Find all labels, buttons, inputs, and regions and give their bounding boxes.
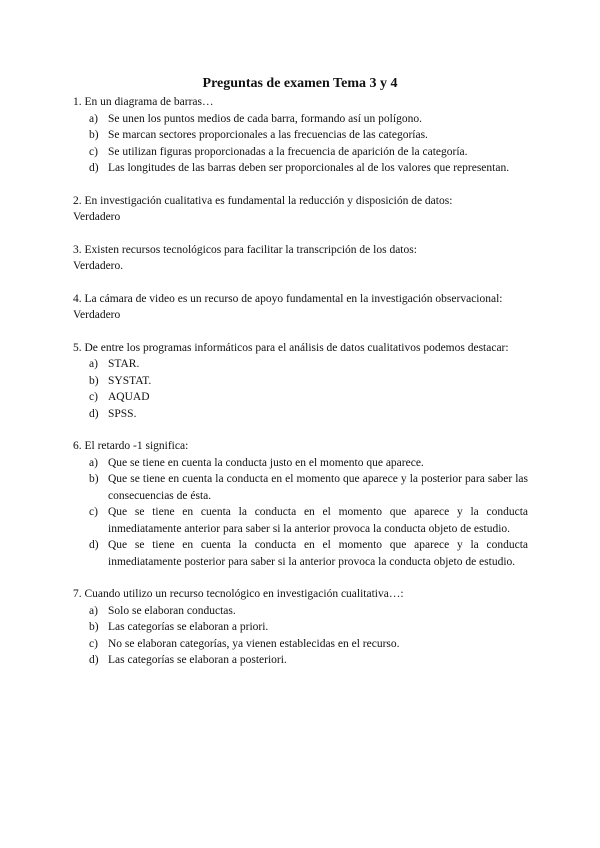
answer-options	[73, 111, 528, 177]
answer-option	[73, 636, 528, 653]
option-text: STAR.	[108, 358, 140, 370]
answer-option	[73, 373, 528, 390]
question-5	[73, 340, 528, 423]
question-text: 7. Cuando utilizo un recurso tecnológico en investigación cualitativa…:	[73, 588, 404, 600]
option-letter: a)	[89, 112, 98, 125]
answer-option	[73, 455, 528, 472]
question-text: 1. En un diagrama de barras…	[73, 96, 214, 108]
answer-text: Verdadero	[73, 211, 121, 223]
spacer	[73, 177, 528, 193]
answer-option	[73, 652, 528, 669]
option-text: Se utilizan figuras proporcionadas a la frecuencia de aparición de la categoría.	[108, 145, 468, 158]
option-letter: a)	[89, 604, 98, 617]
option-text: Las categorías se elaboran a priori.	[108, 621, 269, 633]
question-text: 6. El retardo -1 significa:	[73, 440, 189, 452]
option-letter: c)	[89, 145, 98, 158]
answer-option	[73, 111, 528, 128]
answer-option	[73, 406, 528, 423]
option-text: Se marcan sectores proporcionales a las frecuencias de las categorías.	[108, 129, 428, 141]
option-text: Se unen los puntos medios de cada barra, formando así un polígono.	[108, 112, 422, 125]
option-letter: c)	[89, 506, 98, 518]
answer-options	[73, 356, 528, 422]
option-text: Las longitudes de las barras deben ser proporcionales al de los valores que representan.	[108, 162, 510, 174]
question-3	[73, 242, 528, 275]
option-letter: d)	[89, 407, 99, 420]
spacer	[73, 570, 528, 586]
spacer	[73, 226, 528, 242]
question-4	[73, 291, 528, 324]
option-text: Que se tiene en cuenta la conducta en el momento que aparece y la conducta inmediatamente anterior para saber si la anterior provoca la conducta objeto de estudio.	[108, 506, 528, 535]
option-text: Las categorías se elaboran a posteriori.	[108, 654, 287, 666]
answer-text: Verdadero	[73, 309, 121, 321]
answer-option	[73, 127, 528, 144]
option-letter: d)	[89, 654, 99, 666]
document-title: Preguntas de examen Tema 3 y 4	[202, 76, 398, 91]
question-text: 4. La cámara de video es un recurso de apoyo fundamental en la investigación observacional:	[73, 292, 503, 305]
option-text: Solo se elaboran conductas.	[108, 604, 236, 617]
answer-option	[73, 389, 528, 406]
answer-text: Verdadero.	[73, 260, 124, 272]
option-letter: c)	[89, 637, 98, 650]
question-text: 5. De entre los programas informáticos para el análisis de datos cualitativos podemos destacar:	[73, 341, 509, 354]
answer-option	[73, 160, 528, 177]
option-text: Que se tiene en cuenta la conducta en el momento que aparece y la posterior para saber las consecuencias de ésta.	[108, 473, 528, 502]
option-letter: a)	[89, 456, 98, 469]
spacer	[73, 275, 528, 291]
option-text: No se elaboran categorías, ya vienen establecidas en el recurso.	[108, 637, 400, 650]
answer-option	[73, 603, 528, 620]
option-letter: b)	[89, 129, 99, 141]
option-letter: d)	[89, 162, 99, 174]
option-text: SPSS.	[108, 407, 137, 420]
question-text: 3. Existen recursos tecnológicos para facilitar la transcripción de los datos:	[73, 243, 417, 256]
answer-option	[73, 471, 528, 504]
option-letter: c)	[89, 391, 98, 403]
option-letter: a)	[89, 358, 98, 370]
option-letter: b)	[89, 473, 99, 485]
option-text: Que se tiene en cuenta la conducta justo en el momento que aparece.	[108, 456, 424, 469]
answer-option	[73, 537, 528, 570]
answer-option	[73, 144, 528, 161]
question-2	[73, 193, 528, 226]
answer-options	[73, 603, 528, 669]
answer-option	[73, 356, 528, 373]
answer-option	[73, 619, 528, 636]
spacer	[73, 422, 528, 438]
question-6	[73, 438, 528, 570]
spacer	[73, 324, 528, 340]
option-text: Que se tiene en cuenta la conducta en el momento que aparece y la conducta inmediatamente posterior para saber si la anterior provoca la conducta objeto de estudio.	[108, 539, 528, 568]
answer-options	[73, 455, 528, 571]
question-list	[73, 94, 528, 669]
option-letter: b)	[89, 621, 99, 633]
question-1	[73, 94, 528, 177]
option-letter: b)	[89, 374, 99, 387]
question-7	[73, 586, 528, 669]
option-text: SYSTAT.	[108, 374, 152, 387]
answer-option	[73, 504, 528, 537]
question-text: 2. En investigación cualitativa es fundamental la reducción y disposición de datos:	[73, 194, 453, 207]
option-letter: d)	[89, 539, 99, 551]
option-text: AQUAD	[108, 391, 150, 403]
